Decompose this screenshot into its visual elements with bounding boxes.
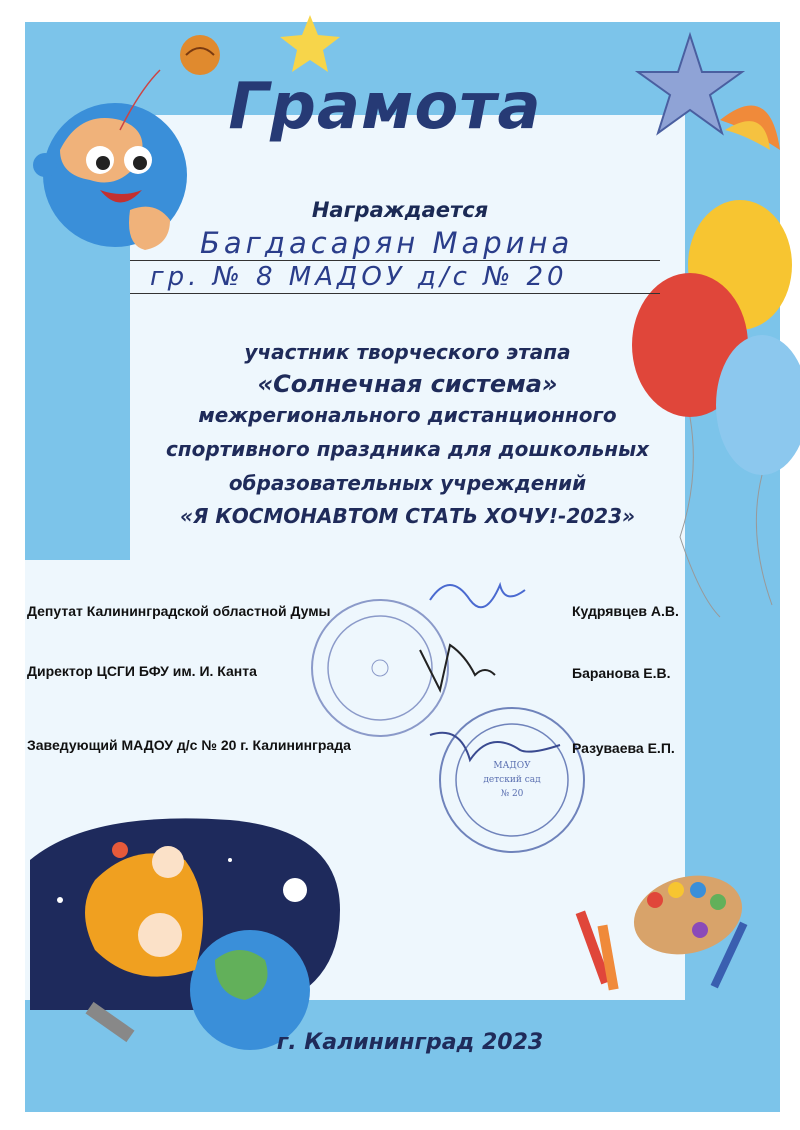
awarded-label: Награждается [311, 198, 489, 222]
footer-city-year: г. Калининград 2023 [276, 1030, 544, 1055]
participant-line: участник творческого этапа [244, 340, 571, 364]
signature-role-3: Заведующий МАДОУ д/с № 20 г. Калининграда [27, 737, 351, 753]
signature-role-1: Депутат Калининградской областной Думы [27, 603, 331, 619]
recipient-name: Багдасарян Марина [200, 226, 574, 260]
description-line-2: спортивного праздника для дошкольных [165, 437, 650, 461]
signature-name-3: Разуваева Е.П. [572, 740, 675, 756]
signature-name-2: Баранова Е.В. [572, 665, 671, 681]
stage-name: «Солнечная система» [257, 370, 558, 398]
stamp-line-2: детский сад [483, 775, 541, 785]
certificate-title: Грамота [228, 70, 542, 144]
description-line-1: межрегионального дистанционного [198, 403, 617, 427]
signature-role-2: Директор ЦСГИ БФУ им. И. Канта [27, 663, 257, 679]
signature-name-1: Кудрявцев А.В. [572, 603, 679, 619]
recipient-group: гр. № 8 МАДОУ д/с № 20 [150, 262, 568, 292]
stamp-line-1: МАДОУ [493, 761, 531, 771]
description-line-3: образовательных учреждений [228, 471, 587, 495]
event-name: «Я КОСМОНАВТОМ СТАТЬ ХОЧУ!-2023» [180, 504, 635, 528]
stamp-line-3: № 20 [500, 789, 524, 799]
